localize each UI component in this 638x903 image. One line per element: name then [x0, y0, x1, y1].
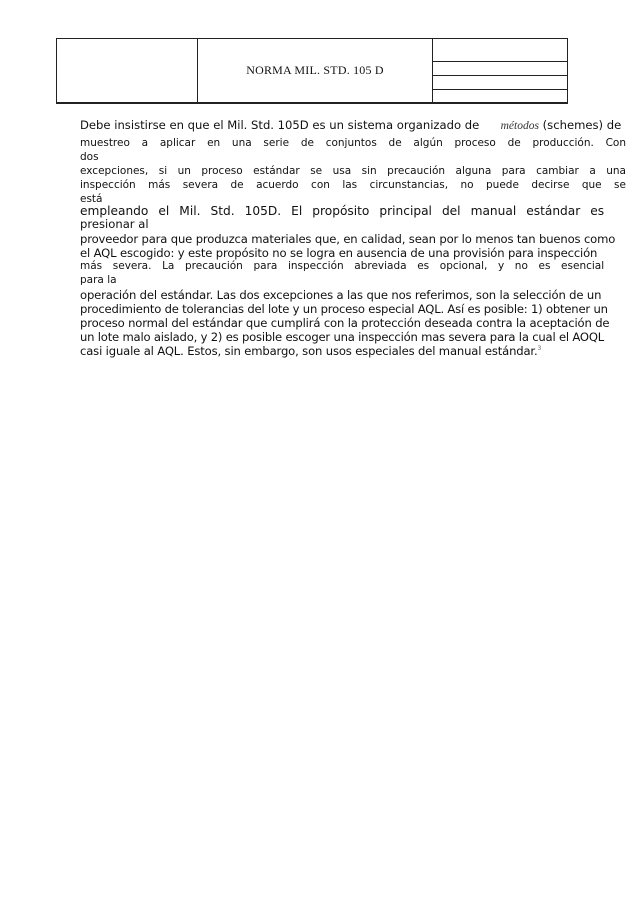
body-line-2: muestreo a aplicar en una serie de conjuntos de algún proceso de producción. Con	[80, 137, 626, 149]
header-info-row-1	[433, 39, 567, 62]
header-info-row-3	[433, 75, 567, 90]
body-line-4: excepciones, si un proceso estándar se usa sin precaución alguna para cambiar a una	[80, 165, 626, 177]
body-line-10: el AQL escogido: y este propósito no se logra en ausencia de una provisión para inspección	[80, 246, 598, 260]
body-line-5: inspección más severa de acuerdo con las circunstancias, no puede decirse que se	[80, 179, 626, 191]
emphasis-metodos: métodos	[500, 120, 539, 132]
body-line-16: un lote malo aislado, y 2) es posible escoger una inspección mas severa para la cual el AOQL	[80, 330, 605, 344]
header-info-row-2	[433, 61, 567, 76]
body-line-17: casi iguale al AQL. Estos, sin embargo, son usos especiales del manual estándar.$^3$	[80, 344, 542, 358]
header-title: NORMA MIL. STD. 105 D	[246, 63, 384, 77]
body-line-12: para la	[80, 274, 117, 286]
header-info-cell	[433, 39, 567, 102]
body-line-15: proceso normal del estándar que cumplirá con la protección deseada contra la aceptación de	[80, 316, 610, 330]
body-line-6: está	[80, 193, 103, 205]
footnote-marker: 3	[537, 345, 542, 353]
body-line-14: procedimiento de tolerancias del lote y un proceso especial AQL. Así es posible: 1) obtener un	[80, 302, 608, 316]
header-logo-cell	[57, 39, 198, 102]
body-line-1: Debe insistirse en que el Mil. Std. 105D es un sistema organizado de métodos (schemes) de	[80, 118, 622, 132]
body-line-11: más severa. La precaución para inspección abreviada es opcional, y no es esencial	[80, 260, 605, 272]
body-line-13: operación del estándar. Las dos excepciones a las que nos referimos, son la selección de un	[80, 288, 602, 302]
header-title-cell	[198, 39, 433, 102]
document-header-table	[56, 38, 568, 104]
body-line-7: empleando el Mil. Std. 105D. El propósito principal del manual estándar es	[80, 204, 605, 218]
body-line-8: presionar al	[80, 217, 149, 231]
body-line-9: proveedor para que produzca materiales que, en calidad, sean por lo menos tan buenos como	[80, 232, 616, 246]
body-line-3: dos	[80, 151, 99, 163]
